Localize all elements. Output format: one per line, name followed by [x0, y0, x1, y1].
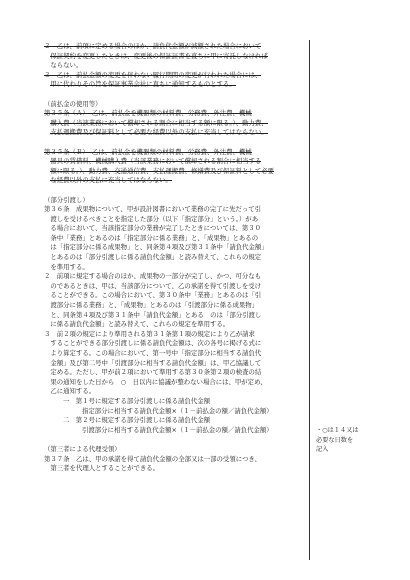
line-text: に係る請負代金額」と読み替えて、これらの規定を準用する。: [50, 320, 230, 329]
text-line: [44, 301, 304, 311]
struck-text-line: [44, 71, 304, 81]
line-text: ３ 乙は、前払金額の変更を伴わない履行期間の変更が行われた場合には、: [44, 70, 262, 79]
line-text: ３ 前２項の規定により準用される第３１条第１項の規定により乙が請求: [44, 329, 255, 338]
struck-text-line: [44, 128, 304, 138]
line-text: することができる部分引渡しに係る請負代金額は、次の各号に掲げる式に: [50, 339, 262, 348]
struck-text-line: [44, 148, 304, 158]
line-text: な経費以外の支払に充当してはならない。: [50, 176, 172, 185]
heading-third-party-receipt: （第三者による代理受領）: [44, 444, 121, 453]
text-line: [44, 272, 304, 282]
text-line: [44, 397, 304, 407]
line-text: 甲に代わりその旨を保証事業会社に直ちに通知するものとする。: [50, 80, 236, 89]
text-line: [44, 330, 304, 340]
margin-note-line: ・○は１４又は: [316, 427, 359, 434]
text-line: [44, 215, 304, 225]
line-text: 乙に通知する。: [50, 387, 96, 396]
line-text: 保証契約を変更したときは、変更後の保証証書を直ちに甲に寄託しなければ: [50, 51, 268, 60]
text-line: [44, 455, 304, 465]
text-line: [44, 320, 304, 330]
line-text: 第３５条（Ｂ） 乙は、前払金を機器類の材料費、労務費、外注費、機械: [44, 147, 252, 156]
article-35b: [44, 148, 304, 186]
line-text: 定める。ただし、甲が前２項において準用する第３０条第２項の検査の結: [50, 368, 262, 377]
line-text: ることができる。この場合において、第３０条中「業務」とあるのは「引: [50, 291, 262, 300]
text-line: [44, 282, 304, 292]
line-text: を準用する。: [50, 262, 89, 271]
article-34-clauses: [44, 42, 304, 90]
line-text: 条中「業務」とあるのは「指定部分に係る業務」と、「成果物」とあるの: [50, 233, 259, 242]
line-text: より算定する。この場合において、第一号中「指定部分に相当する請負代: [50, 349, 262, 357]
line-text: 第３５条（Ａ） 乙は、前払金を機器類の材料費、労務費、外注費、機械: [44, 109, 252, 118]
line-text: と、同条第４項及び第３１条中「請負代金額」とある のは「部分引渡し: [50, 310, 262, 319]
struck-text-line: [44, 167, 304, 177]
line-text: 購入費（当該業務において償却される割合に相当する額に限る。）、動力費、: [50, 118, 268, 127]
struck-text-line: [44, 52, 304, 62]
line-text: は「指定部分に係る成果物」と、同条第４項及び第３１条中「請負代金額」: [50, 243, 268, 252]
text-line: [44, 339, 304, 349]
document-body: [44, 42, 304, 474]
line-text: 引渡部分に相当する請負代金額×（１－前払金の額／請負代金額）: [82, 425, 273, 434]
text-line: [44, 263, 304, 273]
line-text: 金額」及び第二号中「引渡部分に相当する請負代金額」は、甲乙協議して: [50, 358, 262, 367]
line-text: ２ 乙は、前項に定める場合のほか、請負代金額が減額された場合において: [44, 42, 262, 50]
struck-text-line: [44, 119, 304, 129]
text-line: [44, 464, 304, 474]
struck-text-line: [44, 176, 304, 186]
text-line: [44, 407, 304, 417]
text-line: [44, 416, 304, 426]
line-text: 第３６条 成果物について、甲が設計図書において業務の完了に先だって引: [44, 205, 262, 214]
line-text: 器具の賃借料、機械購入費（当該業務において償却される割合に相当する: [50, 157, 262, 166]
line-text: 額に限る。）、動力費、交通通信費、支払運搬費、修繕費及び保証料として必要: [50, 166, 275, 175]
line-text: る場合において、当該指定部分の業務が完了したときについては、第３０: [50, 224, 262, 233]
text-line: [44, 359, 304, 369]
line-text: 渡しを受けるべきことを指定した部分（以下「指定部分」という。）があ: [50, 214, 259, 223]
line-text: 果の通知をした日から ○ 日以内に協議が整わない場合には、甲が定め、: [50, 377, 267, 386]
line-text: 渡部分に係る業務」と、「成果物」とあるのは「引渡部分に係る成果物」: [50, 301, 259, 310]
line-text: 第三者を代理人とすることができる。: [50, 464, 160, 473]
text-line: [44, 349, 304, 359]
line-text: のであるときは、甲は、当該部分について、乙の承諾を得て引渡しを受け: [50, 281, 262, 290]
text-line: [44, 234, 304, 244]
text-line: [44, 426, 304, 436]
line-text: とあるのは「部分引渡しに係る請負代金額」と読み替えて、これらの規定: [50, 253, 262, 262]
text-line: [44, 387, 304, 397]
heading-advance-use: （前払金の使用等）: [44, 99, 102, 108]
margin-note-line: 必要な日数を: [316, 436, 354, 444]
text-line: [44, 224, 304, 234]
text-line: [44, 368, 304, 378]
line-text: 二 第２号に規定する部分引渡しに係る請負代金額: [63, 416, 210, 425]
line-text: ２ 前項に規定する場合のほか、成果物の一部分が完了し、かつ、可分なも: [44, 272, 262, 281]
heading-partial-delivery: （部分引渡し）: [44, 195, 89, 204]
text-line: [44, 378, 304, 388]
struck-text-line: [44, 42, 304, 52]
line-text: 指定部分に相当する請負代金額×（１－前払金の額／請負代金額）: [82, 406, 273, 415]
text-line: [44, 205, 304, 215]
article-35a: [44, 109, 304, 138]
line-text: 第３７条 乙は、甲の承諾を得て請負代金額の全部又は一部の受領につき、: [44, 454, 261, 463]
margin-note: [316, 426, 386, 455]
line-text: 一 第１号に規定する部分引渡しに係る請負代金額: [63, 396, 210, 405]
margin-note-line: 記入: [316, 446, 329, 454]
article-36: [44, 205, 304, 435]
text-line: [44, 253, 304, 263]
text-line: [44, 61, 304, 71]
line-text: ならない。: [50, 61, 83, 70]
line-text: 支払運搬費及び保証料として必要な経費以外の支払に充当してはならない。: [50, 128, 268, 137]
struck-text-line: [44, 80, 304, 90]
article-37: [44, 455, 304, 474]
struck-text-line: [44, 157, 304, 167]
text-line: [44, 243, 304, 253]
text-line: [44, 311, 304, 321]
struck-text-line: [44, 109, 304, 119]
margin-rule: [309, 40, 310, 560]
text-line: [44, 291, 304, 301]
